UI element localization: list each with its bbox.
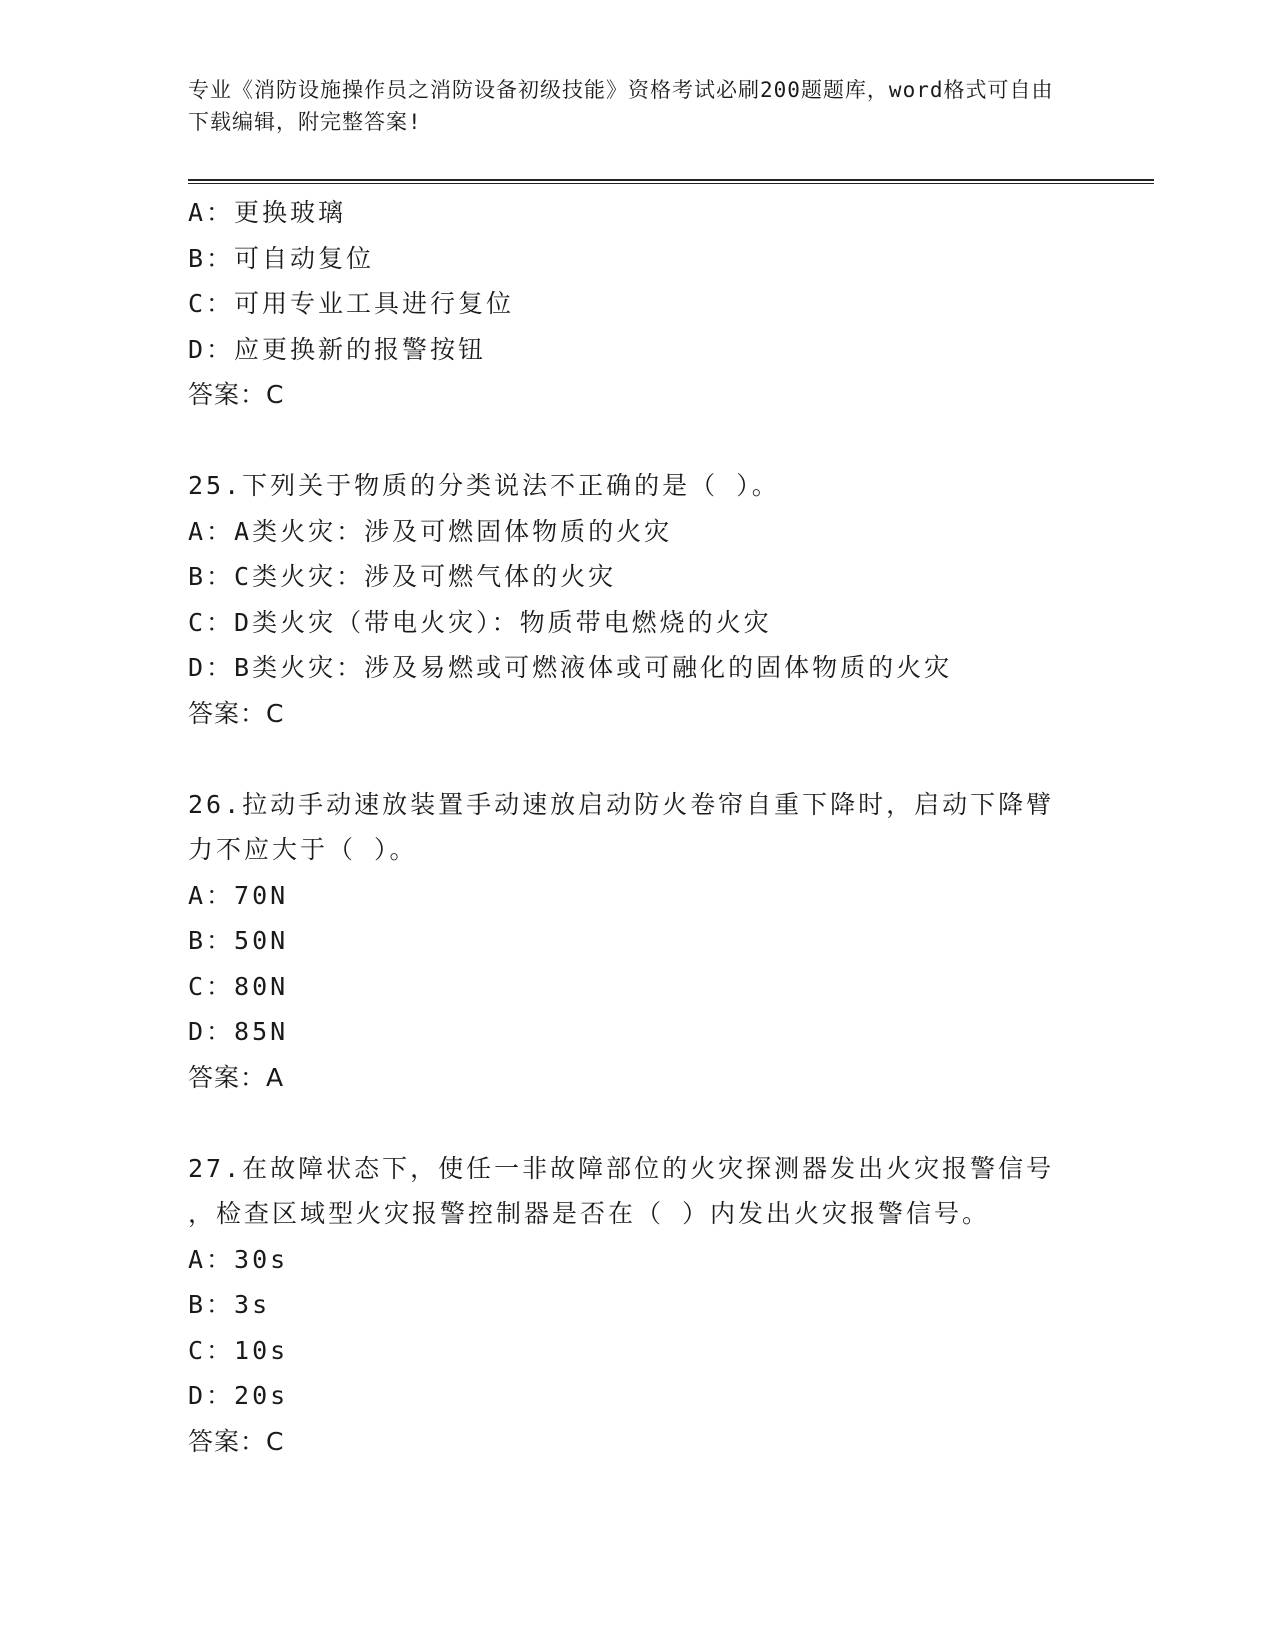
question-stem-line-2: ，检查区域型火灾报警控制器是否在（ ）内发出火灾报警信号。 [188, 1199, 991, 1228]
option-c: C：80N [188, 971, 289, 1001]
option-d: D：应更换新的报警按钮 [188, 334, 487, 364]
option-c: C：D类火灾（带电火灾）：物质带电燃烧的火灾 [188, 607, 772, 637]
option-a: A：更换玻璃 [188, 198, 347, 227]
option-d: D：85N [188, 1017, 289, 1046]
question-stem: 25.下列关于物质的分类说法不正确的是（ ）。 [188, 471, 780, 500]
spacer [188, 1100, 1088, 1146]
option-b: B：可自动复位 [188, 243, 375, 273]
question-stem-line-1: 26.拉动手动速放装置手动速放启动防火卷帘自重下降时，启动下降臂 [188, 789, 1055, 819]
option-a: A：70N [188, 880, 289, 910]
option-a: A：30s [188, 1244, 289, 1274]
question-block-26 [188, 782, 1088, 1101]
question-block-27 [188, 1146, 1088, 1465]
option-b: B：50N [188, 926, 289, 955]
spacer [188, 418, 1088, 464]
option-d: D：20s [188, 1381, 289, 1410]
spacer [188, 736, 1088, 782]
question-block-25 [188, 463, 1088, 736]
answer-line: 答案：C [188, 698, 285, 728]
header-divider [188, 179, 1154, 184]
option-d: D：B类火灾：涉及易燃或可燃液体或可融化的固体物质的火灾 [188, 653, 953, 682]
question-list [188, 190, 1088, 1464]
answer-line: 答案：C [188, 380, 285, 409]
question-block-prev [188, 190, 1088, 418]
option-b: B：3s [188, 1290, 271, 1319]
page-header-text: 专业《消防设施操作员之消防设备初级技能》资格考试必刷200题题库，word格式可自由下载编辑，附完整答案! [188, 78, 1054, 134]
question-stem-line-1: 27.在故障状态下，使任一非故障部位的火灾探测器发出火灾报警信号 [188, 1153, 1055, 1183]
option-b: B：C类火灾：涉及可燃气体的火灾 [188, 562, 617, 591]
option-c: C：可用专业工具进行复位 [188, 289, 515, 318]
answer-line: 答案：A [188, 1062, 285, 1092]
question-stem-line-2: 力不应大于（ ）。 [188, 835, 418, 864]
option-c: C：10s [188, 1335, 289, 1365]
answer-line: 答案：C [188, 1426, 285, 1456]
option-a: A：A类火灾：涉及可燃固体物质的火灾 [188, 516, 673, 546]
